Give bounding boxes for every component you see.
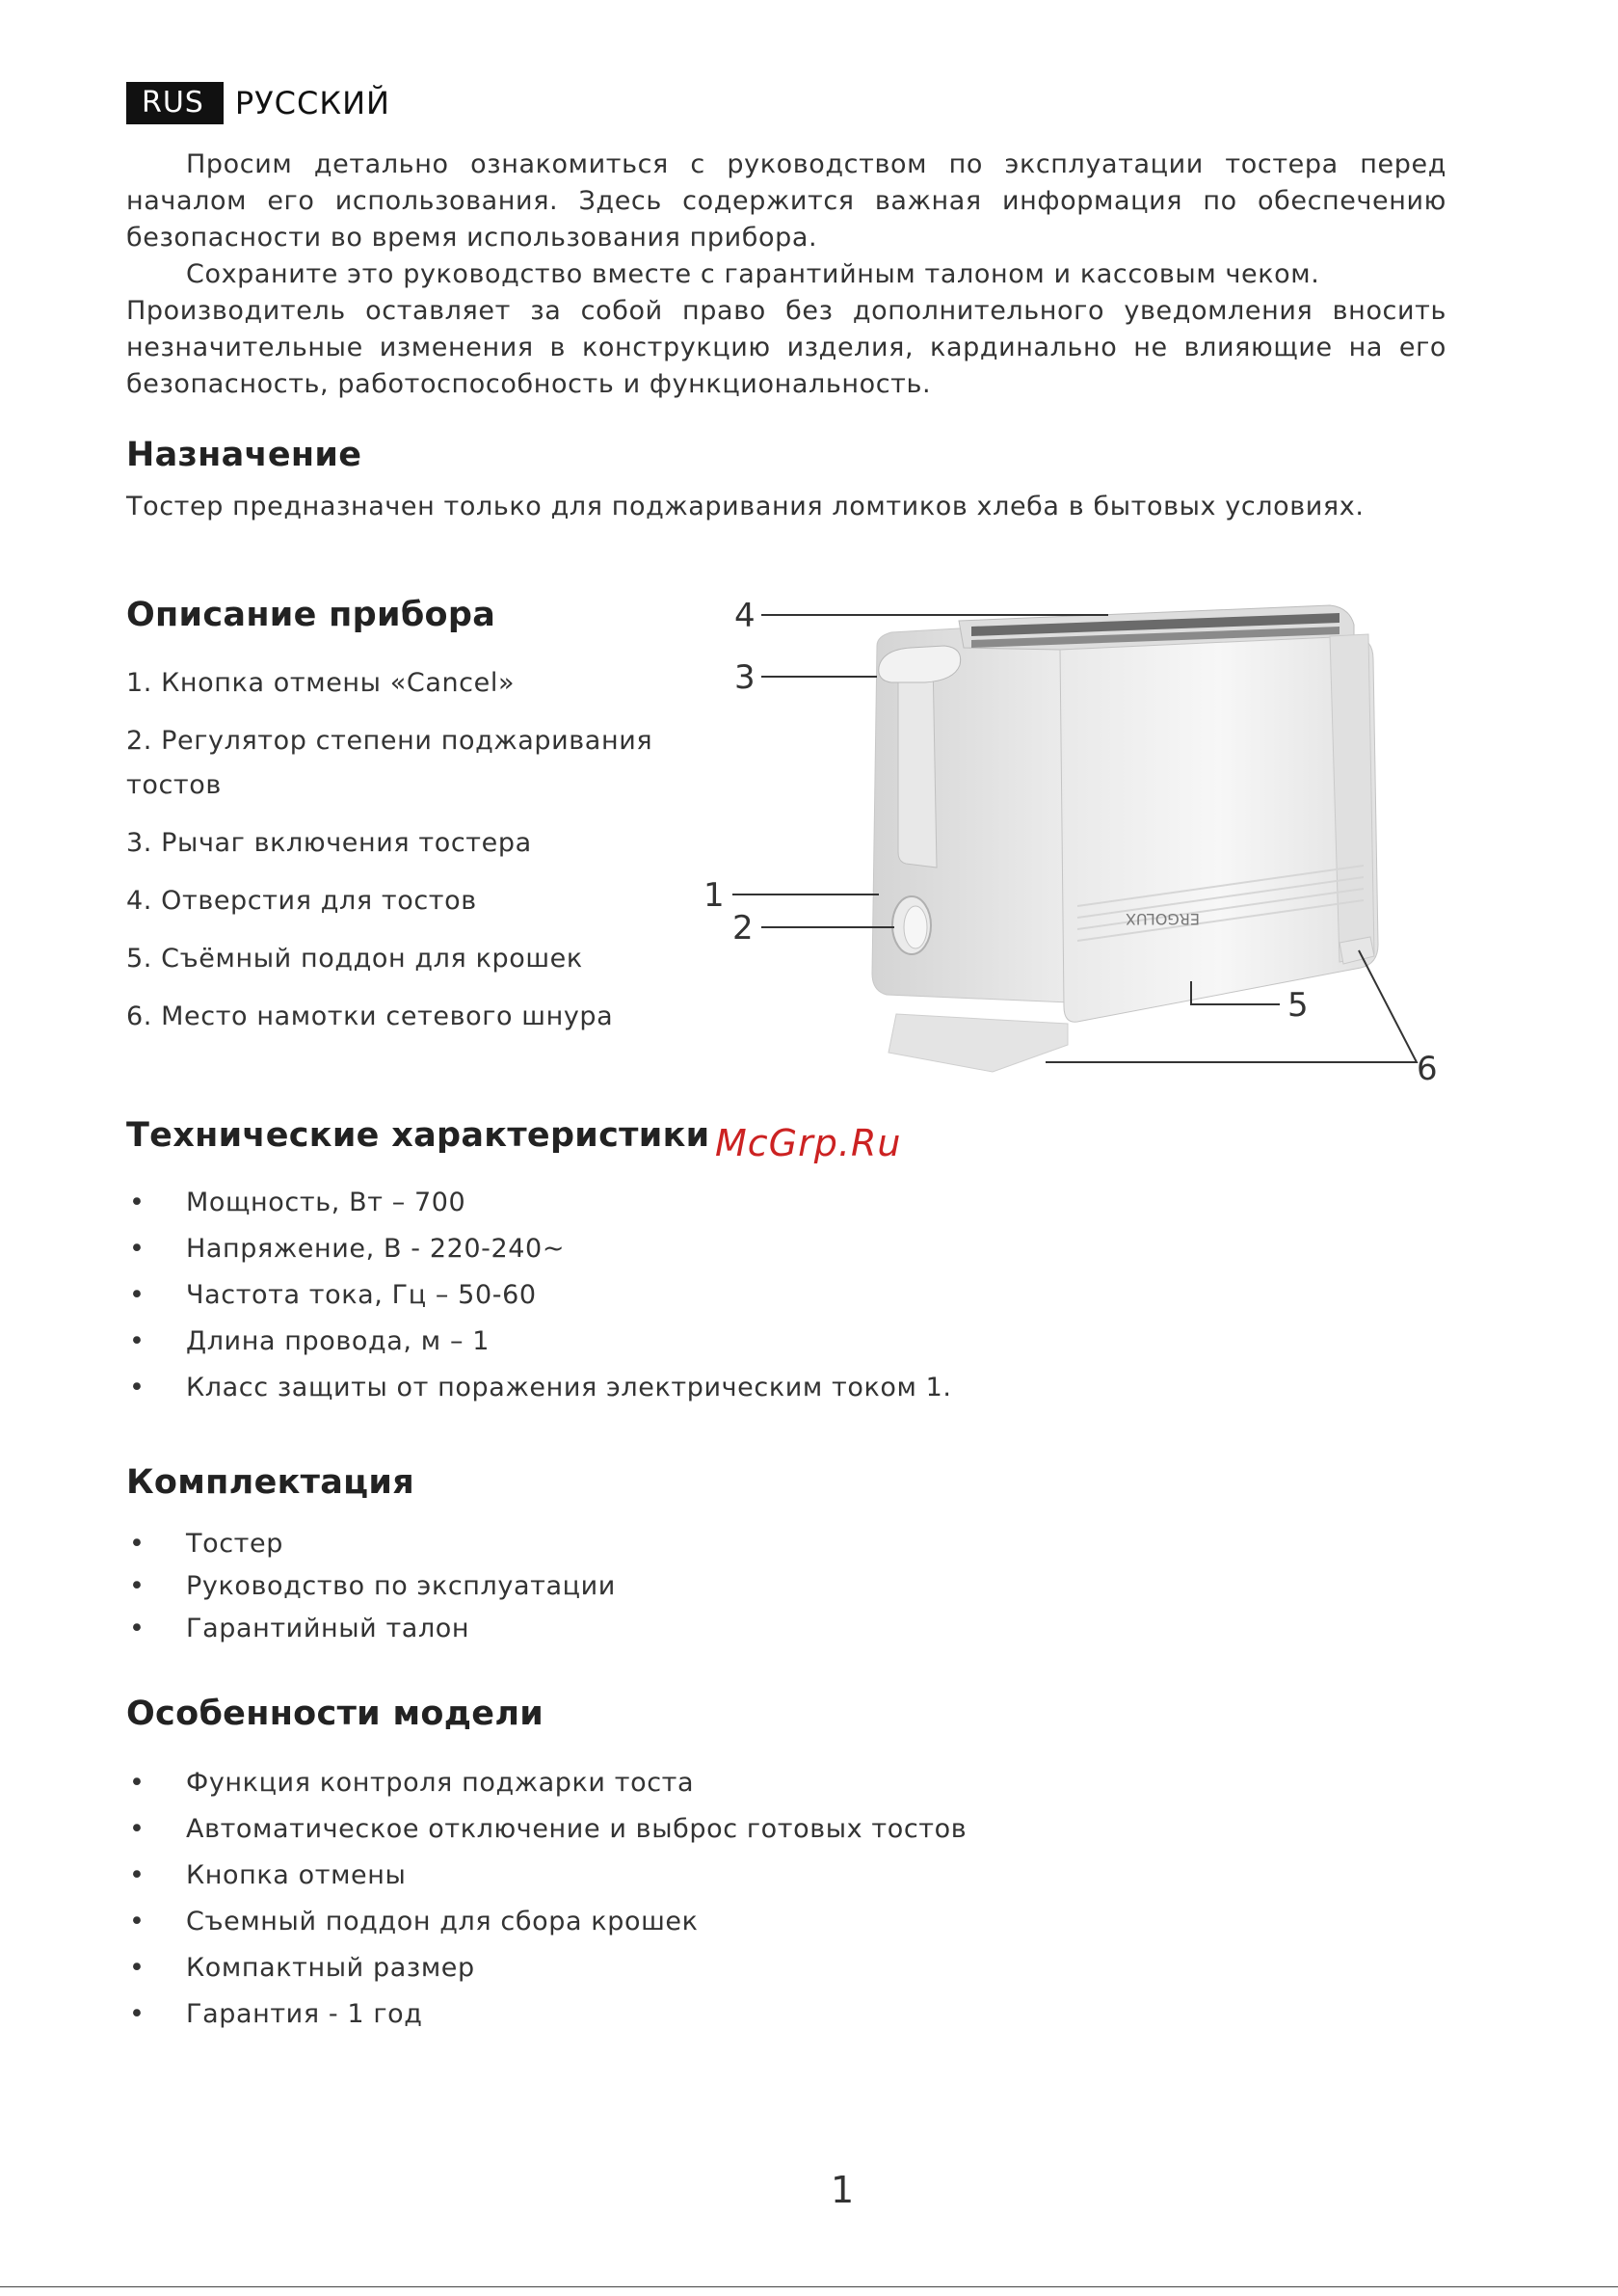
bottom-divider [0, 2286, 1618, 2287]
bullet-icon: • [129, 1953, 146, 1983]
language-name: РУССКИЙ [234, 85, 390, 121]
toaster-illustration [675, 578, 1503, 1099]
bullet-icon: • [129, 1614, 146, 1643]
spec-item [126, 1226, 1283, 1272]
language-header [126, 81, 390, 125]
feature-item [126, 1853, 1283, 1899]
intro-paragraph-2: Сохраните это руководство вместе с гарантийным талоном и кассовым чеком. [186, 259, 1320, 289]
package-text: Гарантийный талон [186, 1614, 470, 1643]
package-item [126, 1565, 1283, 1608]
package-item [126, 1608, 1283, 1650]
description-item-6: 6. Место намотки сетевого шнура [126, 1001, 614, 1031]
description-list [126, 661, 666, 1053]
page-number: 1 [831, 2169, 855, 2211]
callout-3: 3 [734, 658, 756, 697]
spec-text: Мощность, Вт – 700 [186, 1188, 466, 1217]
spec-item [126, 1180, 1283, 1226]
bullet-icon: • [129, 1188, 146, 1217]
spec-item [126, 1319, 1283, 1365]
description-item-4: 4. Отверстия для тостов [126, 886, 477, 916]
package-text: Тостер [186, 1529, 283, 1559]
bullet-icon: • [129, 1373, 146, 1402]
intro-text [126, 147, 1446, 403]
bullet-icon: • [129, 1907, 146, 1936]
spec-text: Класс защиты от поражения электрическим током 1. [186, 1373, 952, 1402]
bullet-icon: • [129, 1280, 146, 1310]
callout-4: 4 [734, 597, 756, 635]
callout-5: 5 [1287, 986, 1309, 1025]
specs-list [126, 1180, 1283, 1411]
bullet-icon: • [129, 1571, 146, 1601]
bullet-icon: • [129, 1999, 146, 2029]
description-item-2: 2. Регулятор степени поджаривания тостов [126, 726, 653, 800]
feature-item [126, 1991, 1283, 2038]
bullet-icon: • [129, 1814, 146, 1844]
purpose-heading: Назначение [126, 436, 362, 474]
language-code-badge: RUS [126, 82, 224, 124]
callout-6: 6 [1417, 1050, 1438, 1088]
feature-item [126, 1760, 1283, 1806]
feature-text: Функция контроля поджарки тоста [186, 1768, 695, 1798]
intro-paragraph-3: Производитель оставляет за собой право без дополнительного уведомления вносить незначительные изменения в конструкцию изделия, кардинально не влияющие на его безопасность, работоспособность и функциональность. [126, 296, 1446, 399]
bullet-icon: • [129, 1529, 146, 1559]
spec-text: Частота тока, Гц – 50-60 [186, 1280, 537, 1310]
bullet-icon: • [129, 1326, 146, 1356]
package-list [126, 1523, 1283, 1650]
watermark: McGrp.Ru [715, 1122, 902, 1164]
spec-text: Напряжение, В - 220-240~ [186, 1234, 566, 1264]
feature-item [126, 1806, 1283, 1853]
callout-2: 2 [732, 909, 754, 948]
bullet-icon: • [129, 1234, 146, 1264]
description-heading: Описание прибора [126, 596, 496, 634]
feature-text: Кнопка отмены [186, 1860, 407, 1890]
purpose-text: Тостер предназначен только для поджаривания ломтиков хлеба в бытовых условиях. [126, 492, 1365, 521]
feature-text: Съемный поддон для сбора крошек [186, 1907, 699, 1936]
package-text: Руководство по эксплуатации [186, 1571, 616, 1601]
specs-heading: Технические характеристики [126, 1116, 710, 1155]
features-list [126, 1760, 1283, 2038]
description-item-5: 5. Съёмный поддон для крошек [126, 944, 583, 974]
spec-item [126, 1272, 1283, 1319]
feature-text: Компактный размер [186, 1953, 475, 1983]
brand-mark: ERGOLUX [1125, 910, 1200, 928]
package-item [126, 1523, 1283, 1565]
spec-item [126, 1365, 1283, 1411]
bullet-icon: • [129, 1860, 146, 1890]
feature-item [126, 1899, 1283, 1945]
feature-text: Автоматическое отключение и выброс готовых тостов [186, 1814, 968, 1844]
description-item-3: 3. Рычаг включения тостера [126, 828, 532, 858]
features-heading: Особенности модели [126, 1695, 544, 1733]
intro-paragraph-1: Просим детально ознакомиться с руководством по эксплуатации тостера перед началом его использования. Здесь содержится важная информация по обеспечению безопасности во время использования прибора. [126, 149, 1446, 253]
callout-1: 1 [703, 876, 725, 915]
spec-text: Длина провода, м – 1 [186, 1326, 491, 1356]
description-item-1: 1. Кнопка отмены «Cancel» [126, 668, 516, 698]
feature-text: Гарантия - 1 год [186, 1999, 423, 2029]
package-heading: Комплектация [126, 1463, 415, 1502]
feature-item [126, 1945, 1283, 1991]
bullet-icon: • [129, 1768, 146, 1798]
